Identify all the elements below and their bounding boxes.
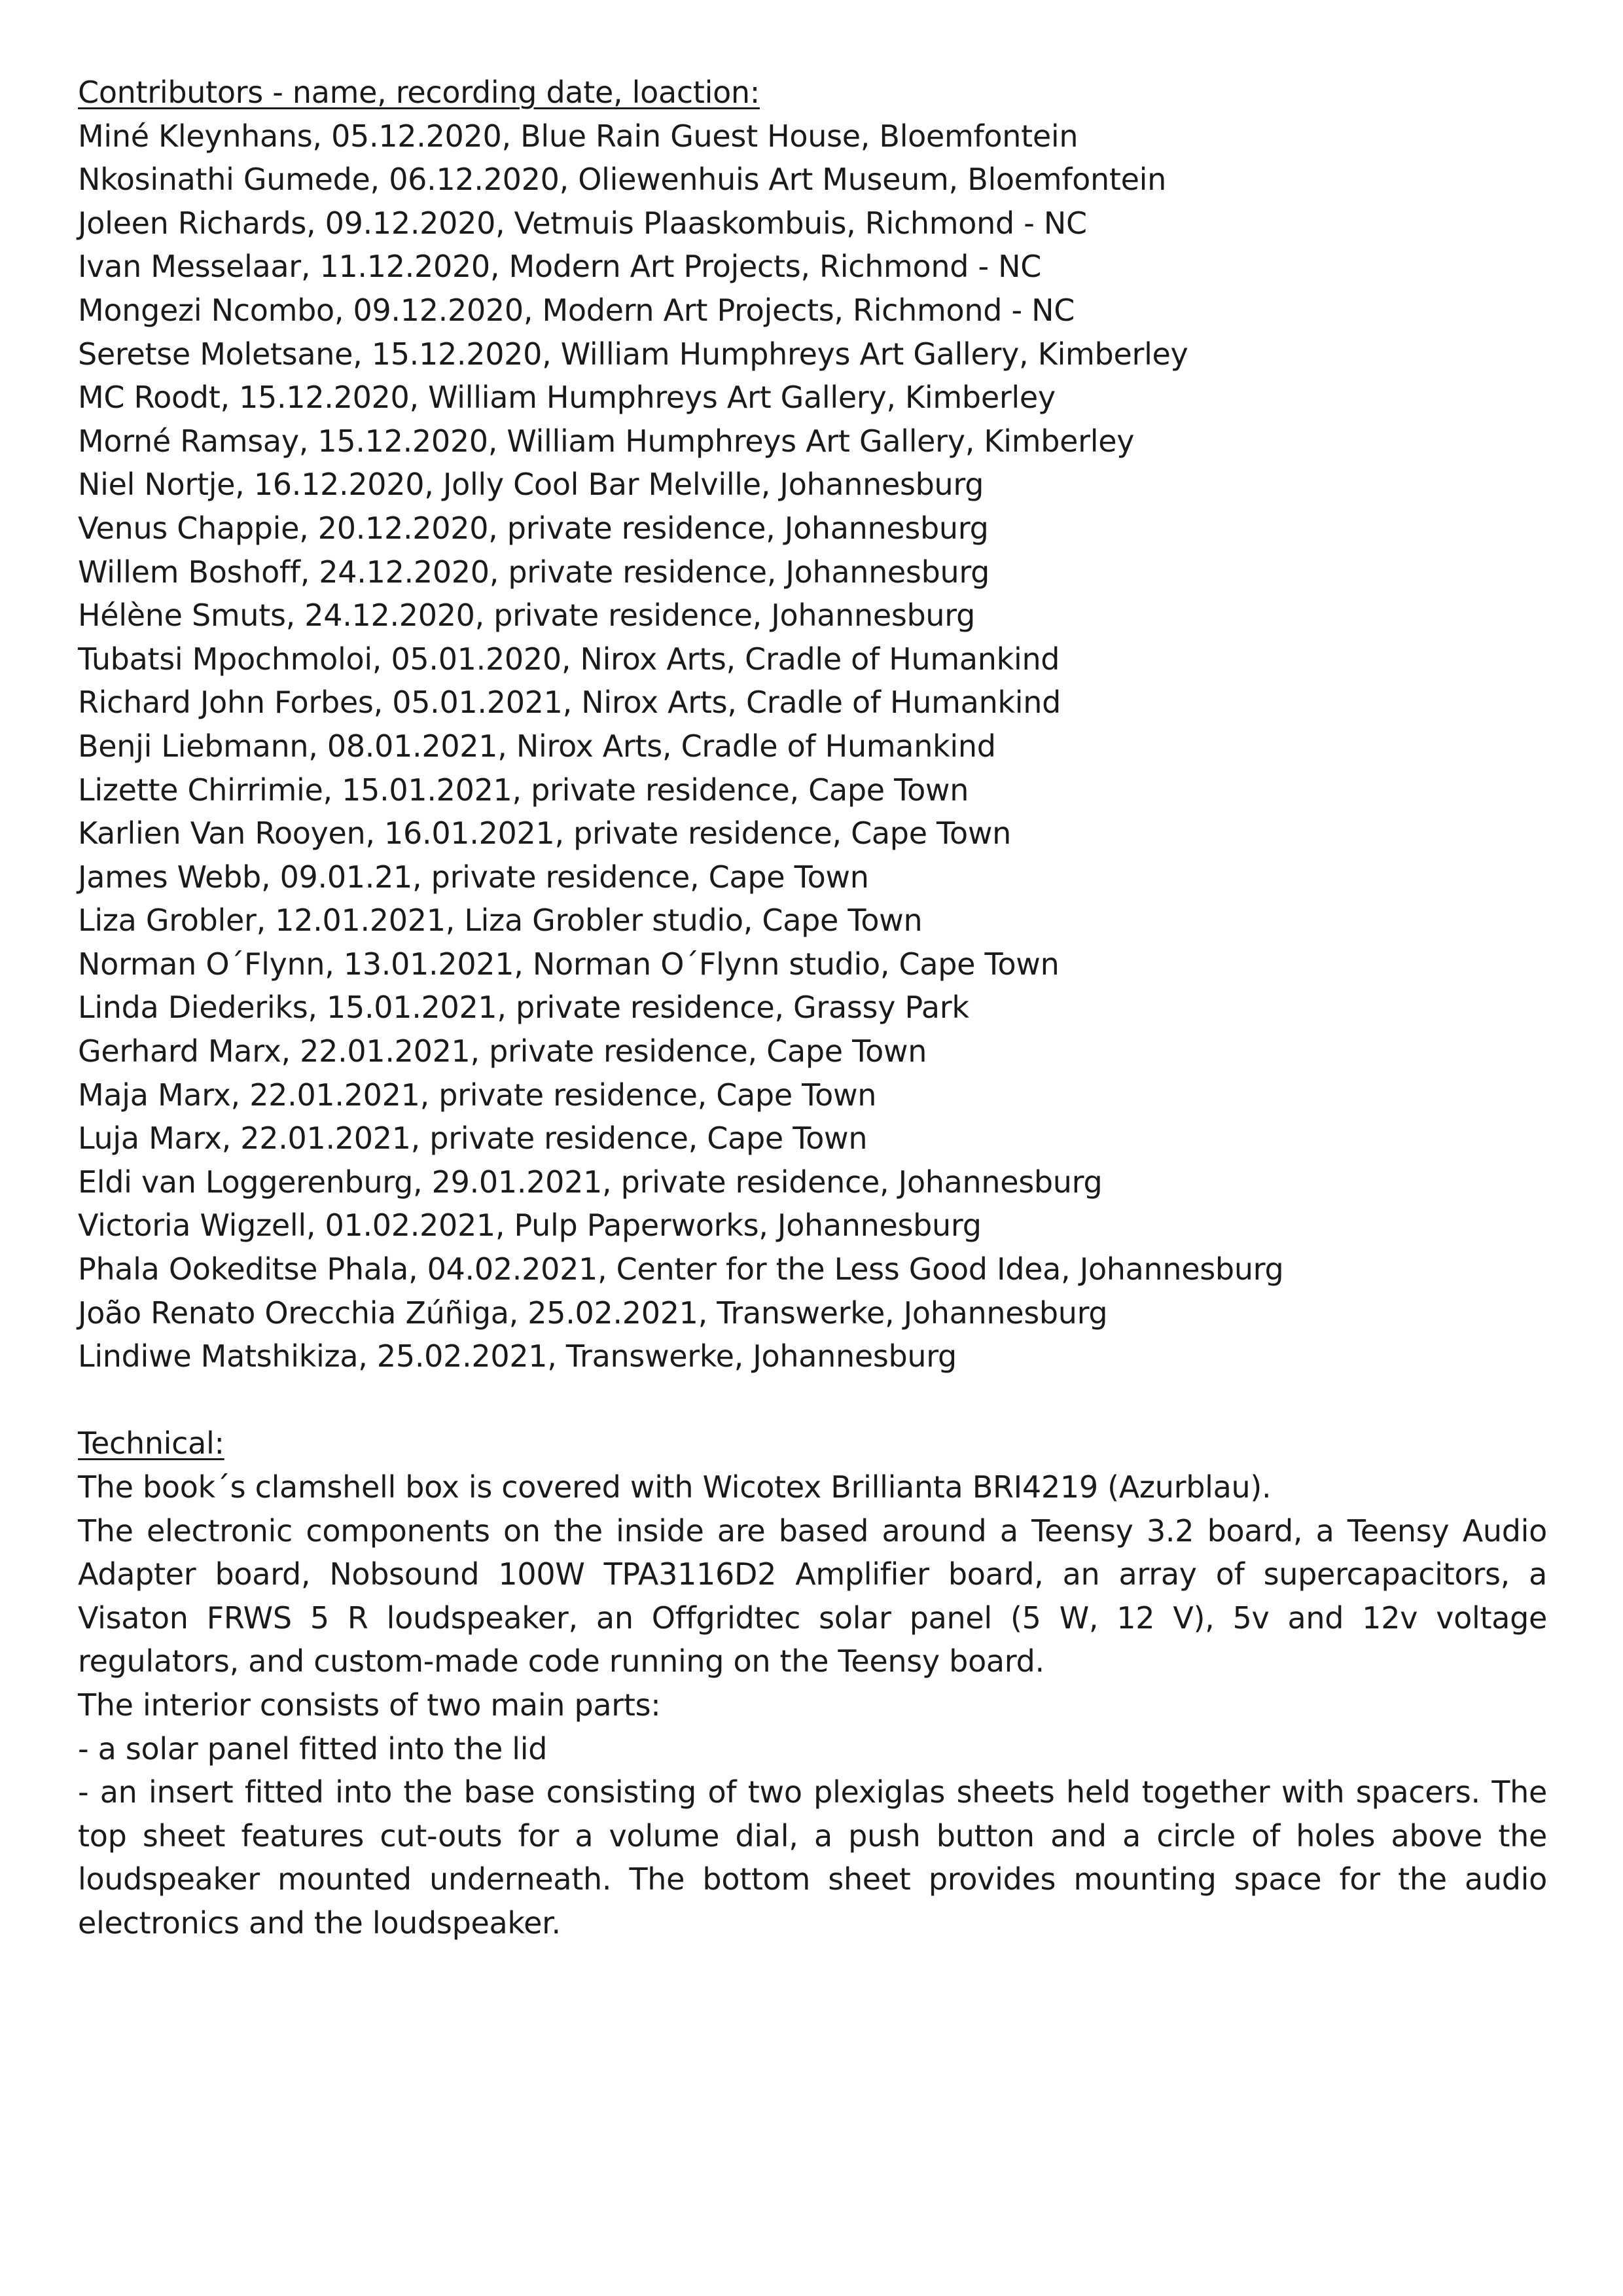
contributor-entry: Hélène Smuts, 24.12.2020, private residence, Johannesburg [78, 598, 975, 634]
contributor-entry: Tubatsi Mpochmoloi, 05.01.2020, Nirox Arts, Cradle of Humankind [78, 641, 1060, 677]
contributor-entry: Niel Nortje, 16.12.2020, Jolly Cool Bar Melville, Johannesburg [78, 467, 984, 503]
contributor-entry: Seretse Moletsane, 15.12.2020, William Humphreys Art Gallery, Kimberley [78, 336, 1188, 372]
contributor-entry: Lindiwe Matshikiza, 25.02.2021, Transwerke, Johannesburg [78, 1338, 957, 1374]
contributor-entry: James Webb, 09.01.21, private residence, Cape Town [78, 859, 869, 895]
contributor-entry: Morné Ramsay, 15.12.2020, William Humphreys Art Gallery, Kimberley [78, 423, 1135, 459]
contributors-list [78, 115, 1547, 1378]
technical-section [78, 1422, 1547, 1945]
contributor-entry: João Renato Orecchia Zúñiga, 25.02.2021, Transwerke, Johannesburg [78, 1295, 1108, 1331]
section-spacer [78, 1378, 1547, 1422]
technical-heading: Technical: [78, 1426, 224, 1462]
contributor-entry: Eldi van Loggerenburg, 29.01.2021, private residence, Johannesburg [78, 1164, 1103, 1200]
contributor-entry: MC Roodt, 15.12.2020, William Humphreys Art Gallery, Kimberley [78, 380, 1056, 416]
contributor-entry: Gerhard Marx, 22.01.2021, private residence, Cape Town [78, 1033, 927, 1069]
technical-paragraph: - a solar panel fitted into the lid [78, 1731, 548, 1767]
technical-paragraph: The electronic components on the inside are based around a Teensy 3.2 board, a Teensy Audio Adapter board, Nobsound 100W TPA3116D2 Amplifier board, an array of supercapacitors, a Visaton FRWS 5 R loudspeaker, an Offgridtec solar panel (5 W, 12 V), 5v and 12v voltage regulators, and custom-made code running on the Teensy board. [78, 1513, 1547, 1679]
contributor-entry: Ivan Messelaar, 11.12.2020, Modern Art Projects, Richmond - NC [78, 249, 1042, 285]
contributor-entry: Victoria Wigzell, 01.02.2021, Pulp Paperworks, Johannesburg [78, 1208, 982, 1244]
technical-paragraph: The book´s clamshell box is covered with Wicotex Brillianta BRI4219 (Azurblau). [78, 1469, 1272, 1505]
contributor-entry: Miné Kleynhans, 05.12.2020, Blue Rain Guest House, Bloemfontein [78, 118, 1079, 154]
contributor-entry: Joleen Richards, 09.12.2020, Vetmuis Plaaskombuis, Richmond - NC [78, 205, 1087, 241]
contributor-entry: Nkosinathi Gumede, 06.12.2020, Oliewenhuis Art Museum, Bloemfontein [78, 162, 1166, 198]
contributor-entry: Richard John Forbes, 05.01.2021, Nirox Arts, Cradle of Humankind [78, 685, 1061, 721]
contributor-entry: Willem Boshoff, 24.12.2020, private residence, Johannesburg [78, 554, 990, 590]
contributor-entry: Benji Liebmann, 08.01.2021, Nirox Arts, Cradle of Humankind [78, 728, 996, 764]
contributor-entry: Phala Ookeditse Phala, 04.02.2021, Center for the Less Good Idea, Johannesburg [78, 1251, 1284, 1287]
contributor-entry: Venus Chappie, 20.12.2020, private residence, Johannesburg [78, 510, 989, 546]
technical-paragraph: The interior consists of two main parts: [78, 1687, 661, 1723]
technical-paragraph: - an insert fitted into the base consisting of two plexiglas sheets held together with spacers. The top sheet features cut-outs for a volume dial, a push button and a circle of holes above the loudspeaker mounted underneath. The bottom sheet provides mounting space for the audio electronics and the loudspeaker. [78, 1774, 1547, 1941]
contributor-entry: Karlien Van Rooyen, 16.01.2021, private residence, Cape Town [78, 816, 1012, 852]
contributor-entry: Liza Grobler, 12.01.2021, Liza Grobler studio, Cape Town [78, 903, 923, 939]
document-page [78, 71, 1547, 1945]
contributor-entry: Maja Marx, 22.01.2021, private residence, Cape Town [78, 1077, 877, 1113]
contributor-entry: Luja Marx, 22.01.2021, private residence, Cape Town [78, 1121, 868, 1157]
contributor-entry: Linda Diederiks, 15.01.2021, private residence, Grassy Park [78, 990, 969, 1026]
contributors-heading: Contributors - name, recording date, loaction: [78, 75, 760, 110]
contributors-section [78, 71, 1547, 1378]
contributor-entry: Lizette Chirrimie, 15.01.2021, private residence, Cape Town [78, 772, 969, 808]
contributor-entry: Mongezi Ncombo, 09.12.2020, Modern Art Projects, Richmond - NC [78, 292, 1075, 328]
contributor-entry: Norman O´Flynn, 13.01.2021, Norman O´Flynn studio, Cape Town [78, 946, 1060, 982]
